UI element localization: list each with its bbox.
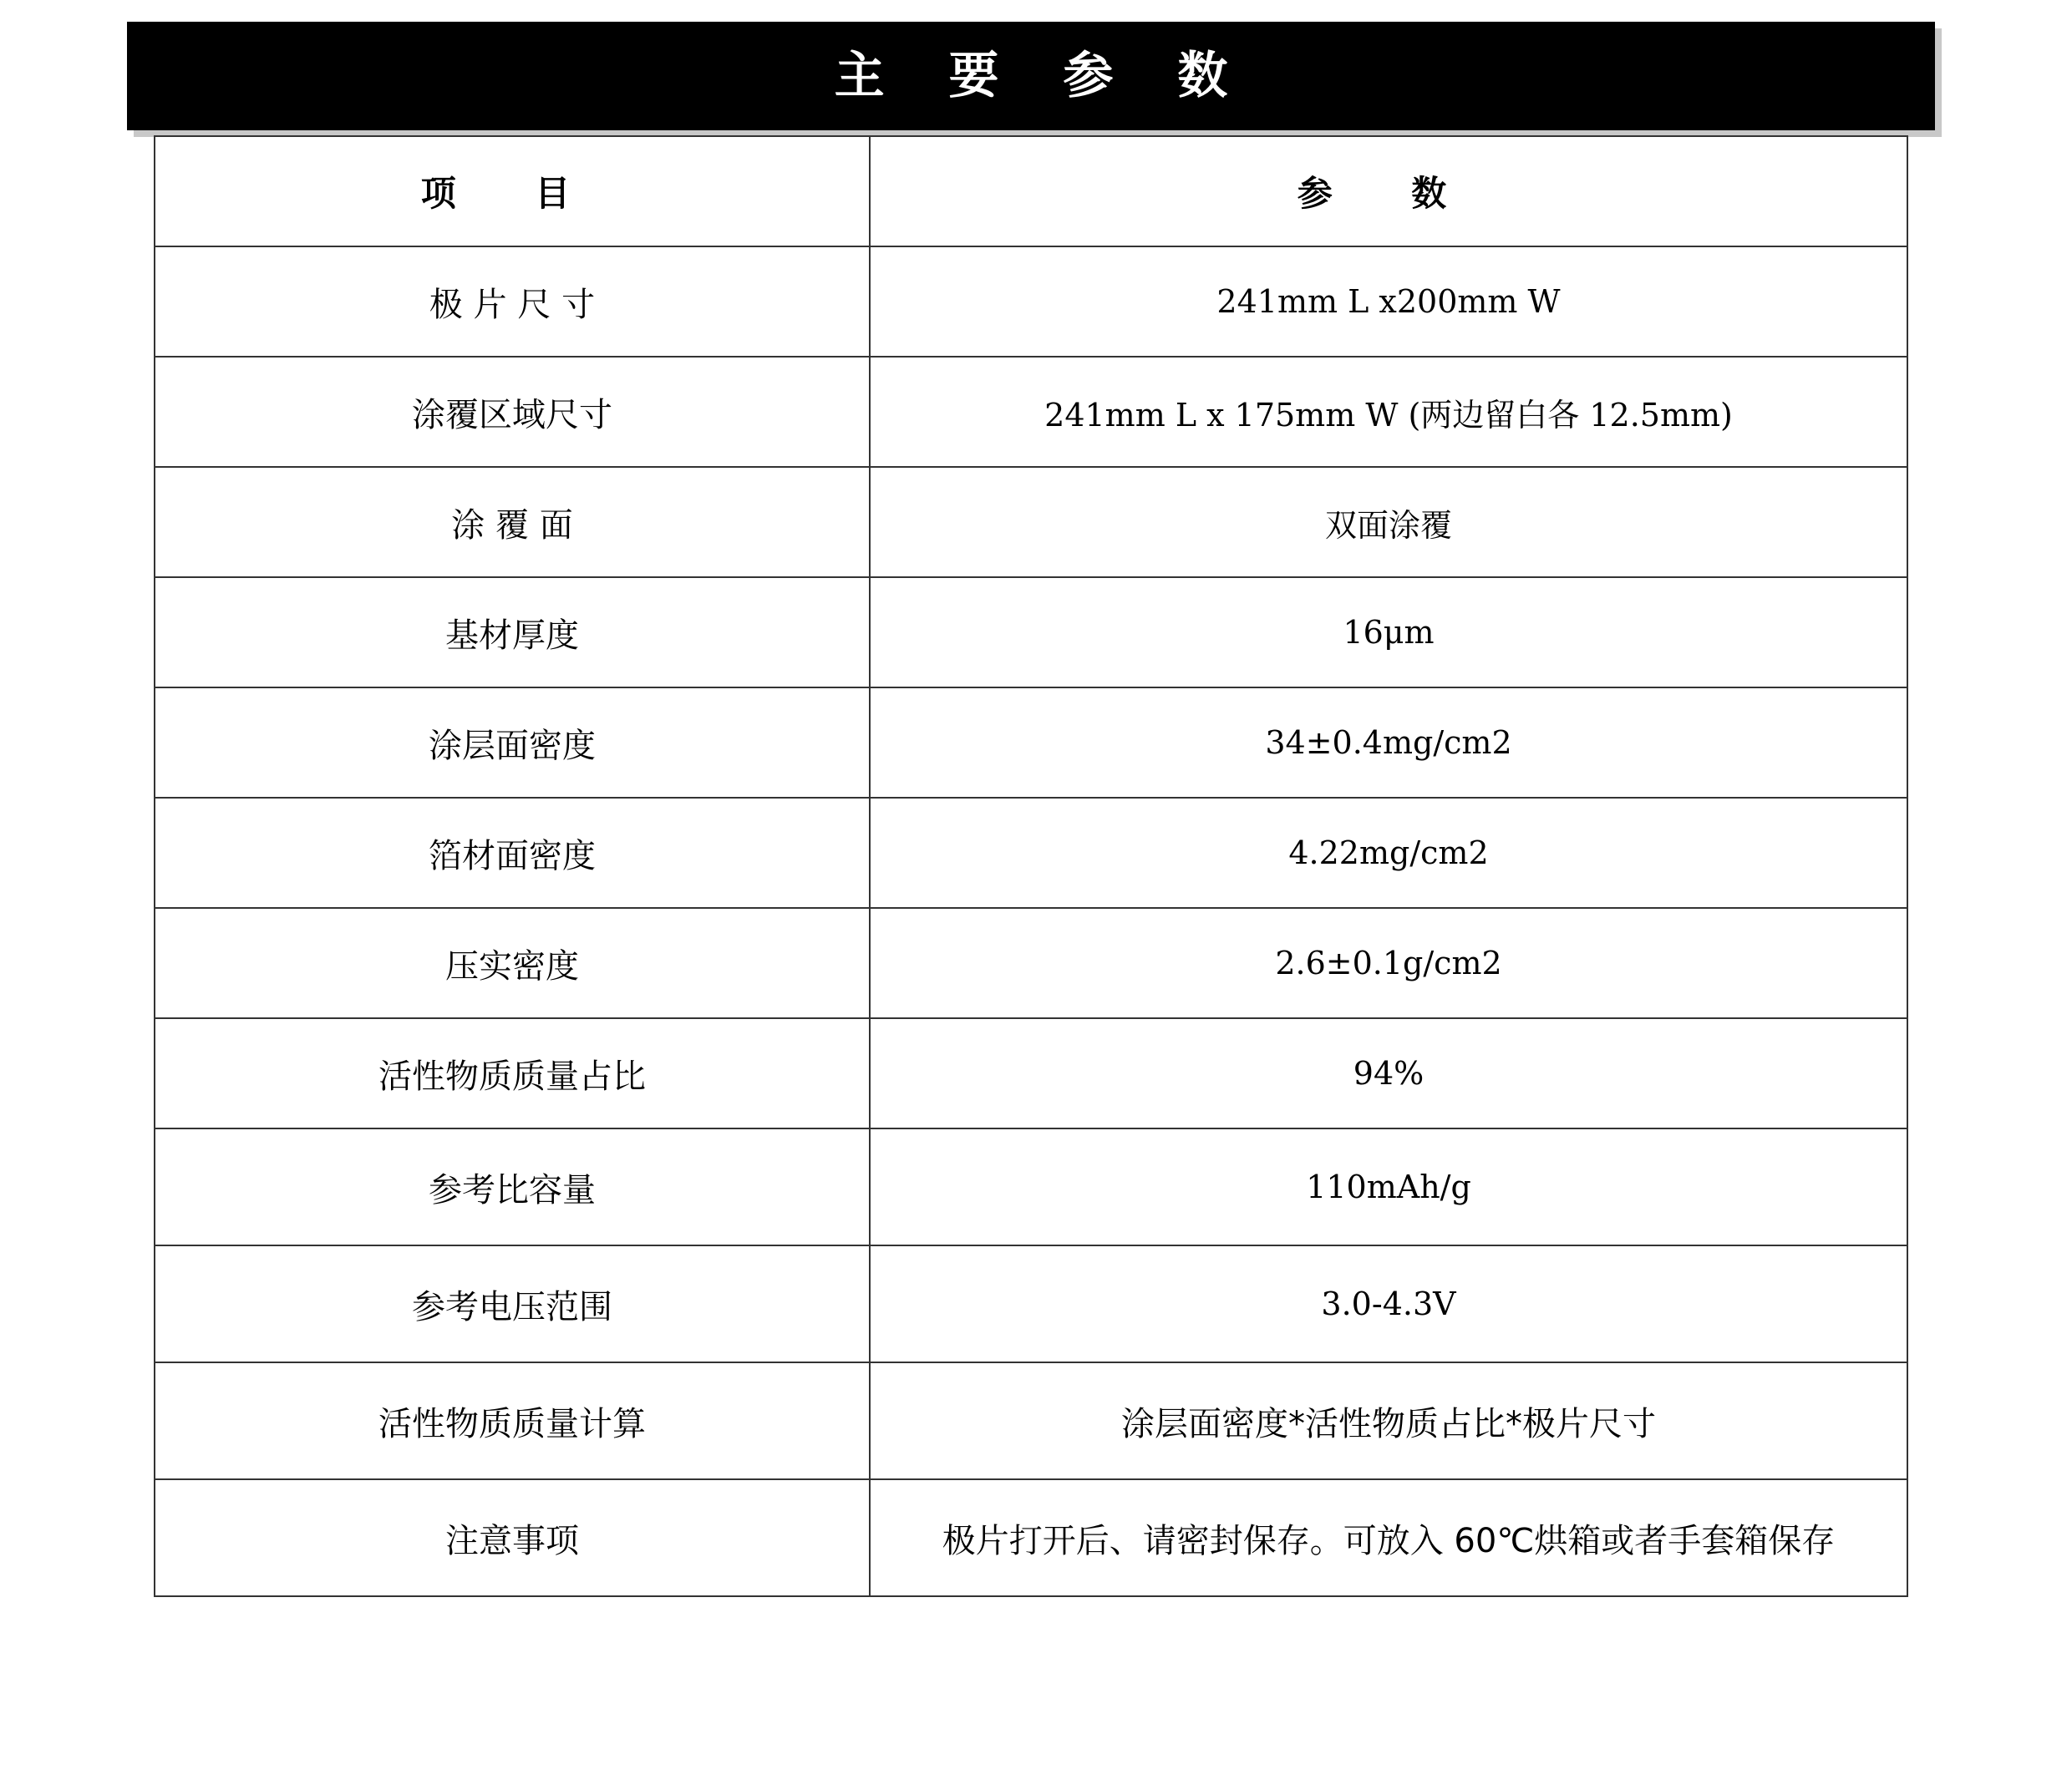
table-row	[155, 798, 1907, 908]
row-label-coating-side: 涂 覆 面	[155, 467, 870, 577]
row-value-active-mass-calculation: 涂层面密度*活性物质占比*极片尺寸	[870, 1362, 1907, 1479]
row-value-active-material-ratio: 94%	[870, 1018, 1907, 1128]
spec-table	[154, 135, 1908, 1597]
row-label-substrate-thickness: 基材厚度	[155, 577, 870, 687]
row-label-foil-areal-density: 箔材面密度	[155, 798, 870, 908]
row-value-coating-area: 241mm L x 175mm W (两边留白各 12.5mm)	[870, 357, 1907, 467]
table-row	[155, 687, 1907, 798]
row-label-coating-areal-density: 涂层面密度	[155, 687, 870, 798]
table-row	[155, 1362, 1907, 1479]
row-label-coating-area: 涂覆区域尺寸	[155, 357, 870, 467]
row-value-notes: 极片打开后、请密封保存。可放入 60℃烘箱或者手套箱保存	[870, 1479, 1907, 1596]
row-value-electrode-size: 241mm L x200mm W	[870, 246, 1907, 357]
table-row	[155, 577, 1907, 687]
table-row	[155, 908, 1907, 1018]
row-label-compaction-density: 压实密度	[155, 908, 870, 1018]
table-row	[155, 1018, 1907, 1128]
page-title: 主 要 参 数	[834, 47, 1252, 105]
row-label-notes: 注意事项	[155, 1479, 870, 1596]
row-value-compaction-density: 2.6±0.1g/cm2	[870, 908, 1907, 1018]
row-value-coating-areal-density: 34±0.4mg/cm2	[870, 687, 1907, 798]
row-value-foil-areal-density: 4.22mg/cm2	[870, 798, 1907, 908]
row-label-electrode-size: 极 片 尺 寸	[155, 246, 870, 357]
row-label-reference-capacity: 参考比容量	[155, 1128, 870, 1245]
table-row	[155, 1128, 1907, 1245]
row-value-coating-side: 双面涂覆	[870, 467, 1907, 577]
row-value-reference-capacity: 110mAh/g	[870, 1128, 1907, 1245]
table-row	[155, 1245, 1907, 1362]
row-label-reference-voltage: 参考电压范围	[155, 1245, 870, 1362]
row-value-reference-voltage: 3.0-4.3V	[870, 1245, 1907, 1362]
table-row	[155, 357, 1907, 467]
table-row	[155, 1479, 1907, 1596]
row-value-substrate-thickness: 16μm	[870, 577, 1907, 687]
header-item: 项 目	[155, 136, 870, 246]
header-value: 参 数	[870, 136, 1907, 246]
table-header-row	[155, 136, 1907, 246]
row-label-active-mass-calculation: 活性物质质量计算	[155, 1362, 870, 1479]
table-row	[155, 246, 1907, 357]
row-label-active-material-ratio: 活性物质质量占比	[155, 1018, 870, 1128]
title-bar	[127, 22, 1935, 130]
table-row	[155, 467, 1907, 577]
